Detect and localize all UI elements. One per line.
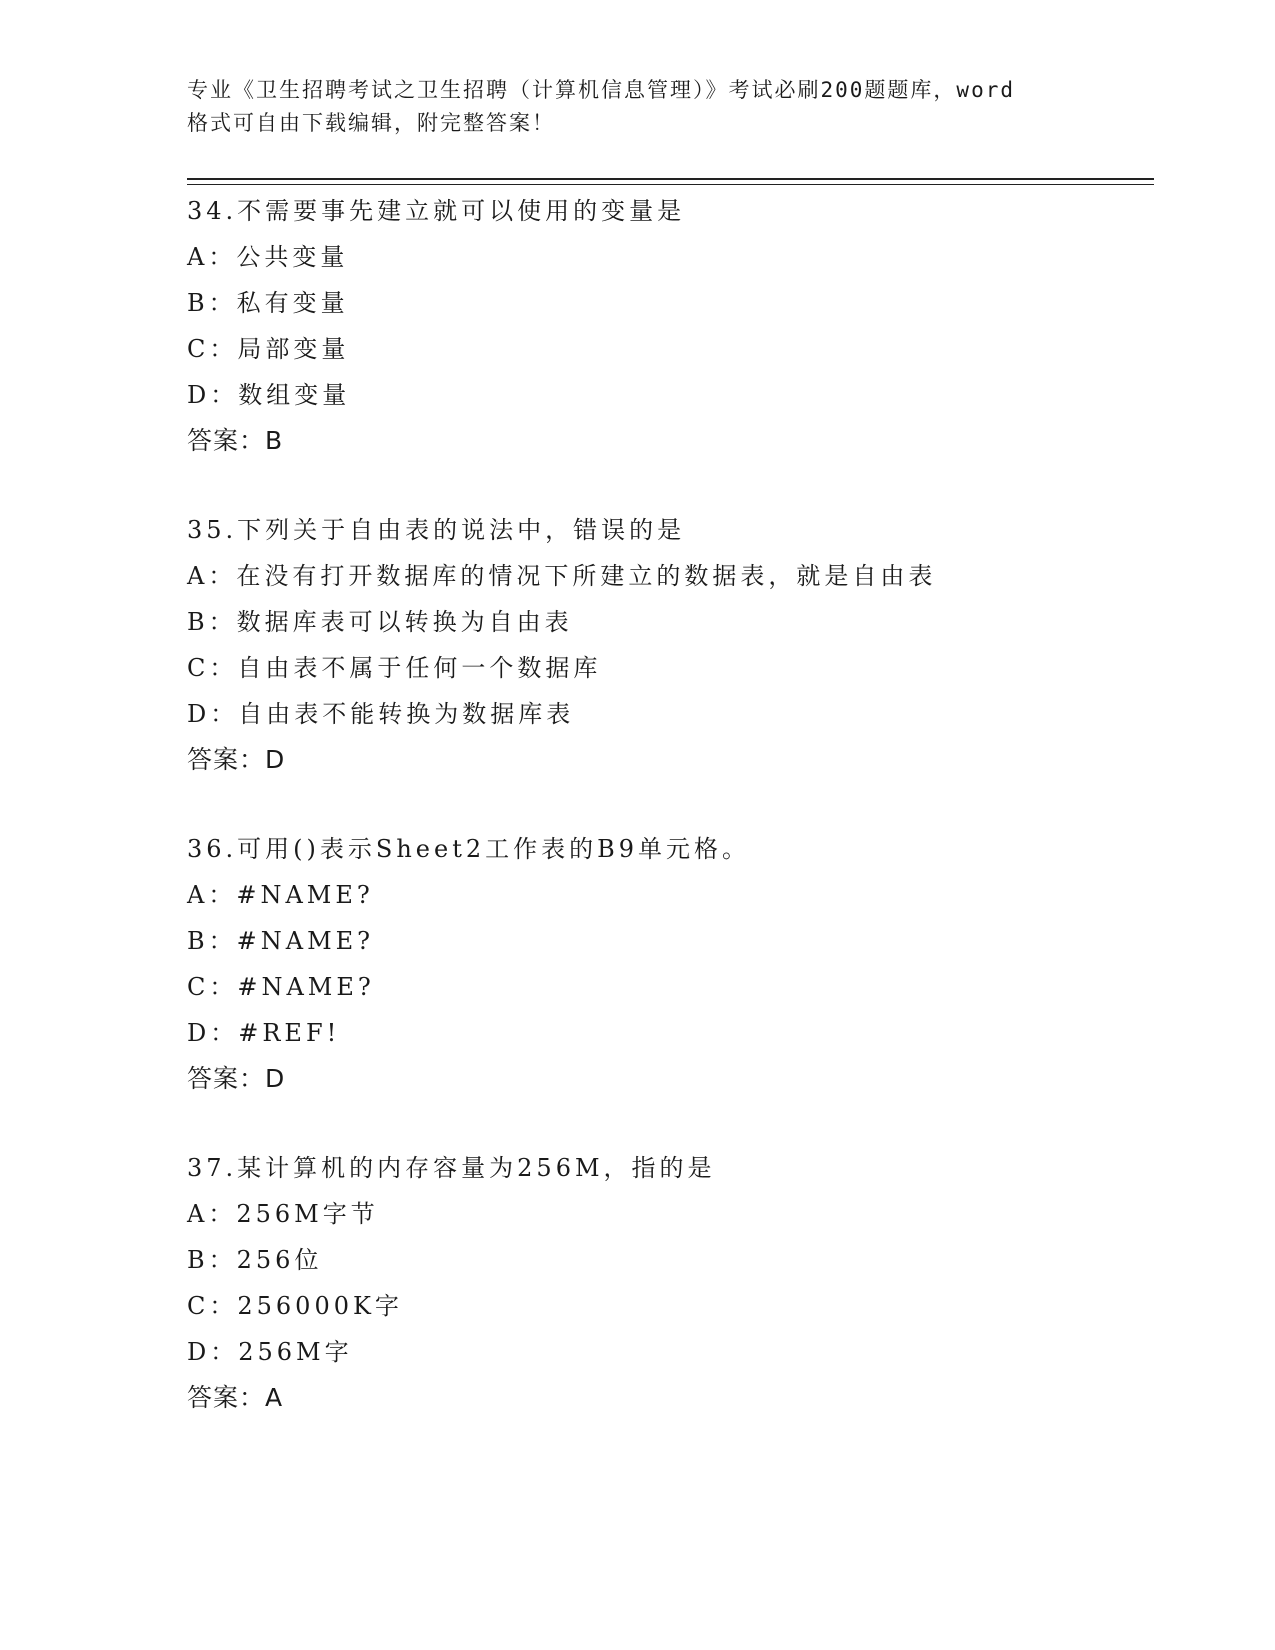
option-d: D：自由表不能转换为数据库表 [187,700,575,728]
question-item [187,826,1147,1102]
header-line-2: 格式可自由下载编辑，附完整答案！ [187,111,555,135]
option-a: A：#NAME? [187,881,374,909]
question-item [187,188,1147,464]
answer-label: 答案：D [187,1064,286,1093]
answer-label: 答案：D [187,745,286,774]
option-d: D：256M字 [187,1338,353,1366]
option-c: C：#NAME? [187,973,375,1001]
question-list [187,188,1147,1464]
question-item [187,1145,1147,1421]
option-c: C：256000K字 [187,1292,403,1320]
option-b: B：数据库表可以转换为自由表 [187,608,573,636]
header-divider-thin [187,184,1154,185]
option-a: A：在没有打开数据库的情况下所建立的数据表，就是自由表 [187,562,937,590]
answer-label: 答案：A [187,1383,284,1412]
question-stem: 37.某计算机的内存容量为256M，指的是 [187,1154,716,1182]
option-d: D：#REF! [187,1019,341,1047]
answer-label: 答案：B [187,426,284,455]
option-c: C：局部变量 [187,335,350,363]
option-d: D：数组变量 [187,381,351,409]
option-b: B：#NAME? [187,927,375,955]
question-item [187,507,1147,783]
question-stem: 34.不需要事先建立就可以使用的变量是 [187,197,686,225]
option-a: A：256M字节 [187,1200,379,1228]
option-c: C：自由表不属于任何一个数据库 [187,654,602,682]
header-line-1: 专业《卫生招聘考试之卫生招聘（计算机信息管理）》考试必刷200题题库，word [187,78,1015,102]
question-stem: 35.下列关于自由表的说法中，错误的是 [187,516,686,544]
option-a: A：公共变量 [187,243,349,271]
option-b: B：私有变量 [187,289,349,317]
question-stem: 36.可用()表示Sheet2工作表的B9单元格。 [187,835,751,863]
header-divider-thick [187,178,1154,180]
option-b: B：256位 [187,1246,323,1274]
document-header [187,74,1087,140]
